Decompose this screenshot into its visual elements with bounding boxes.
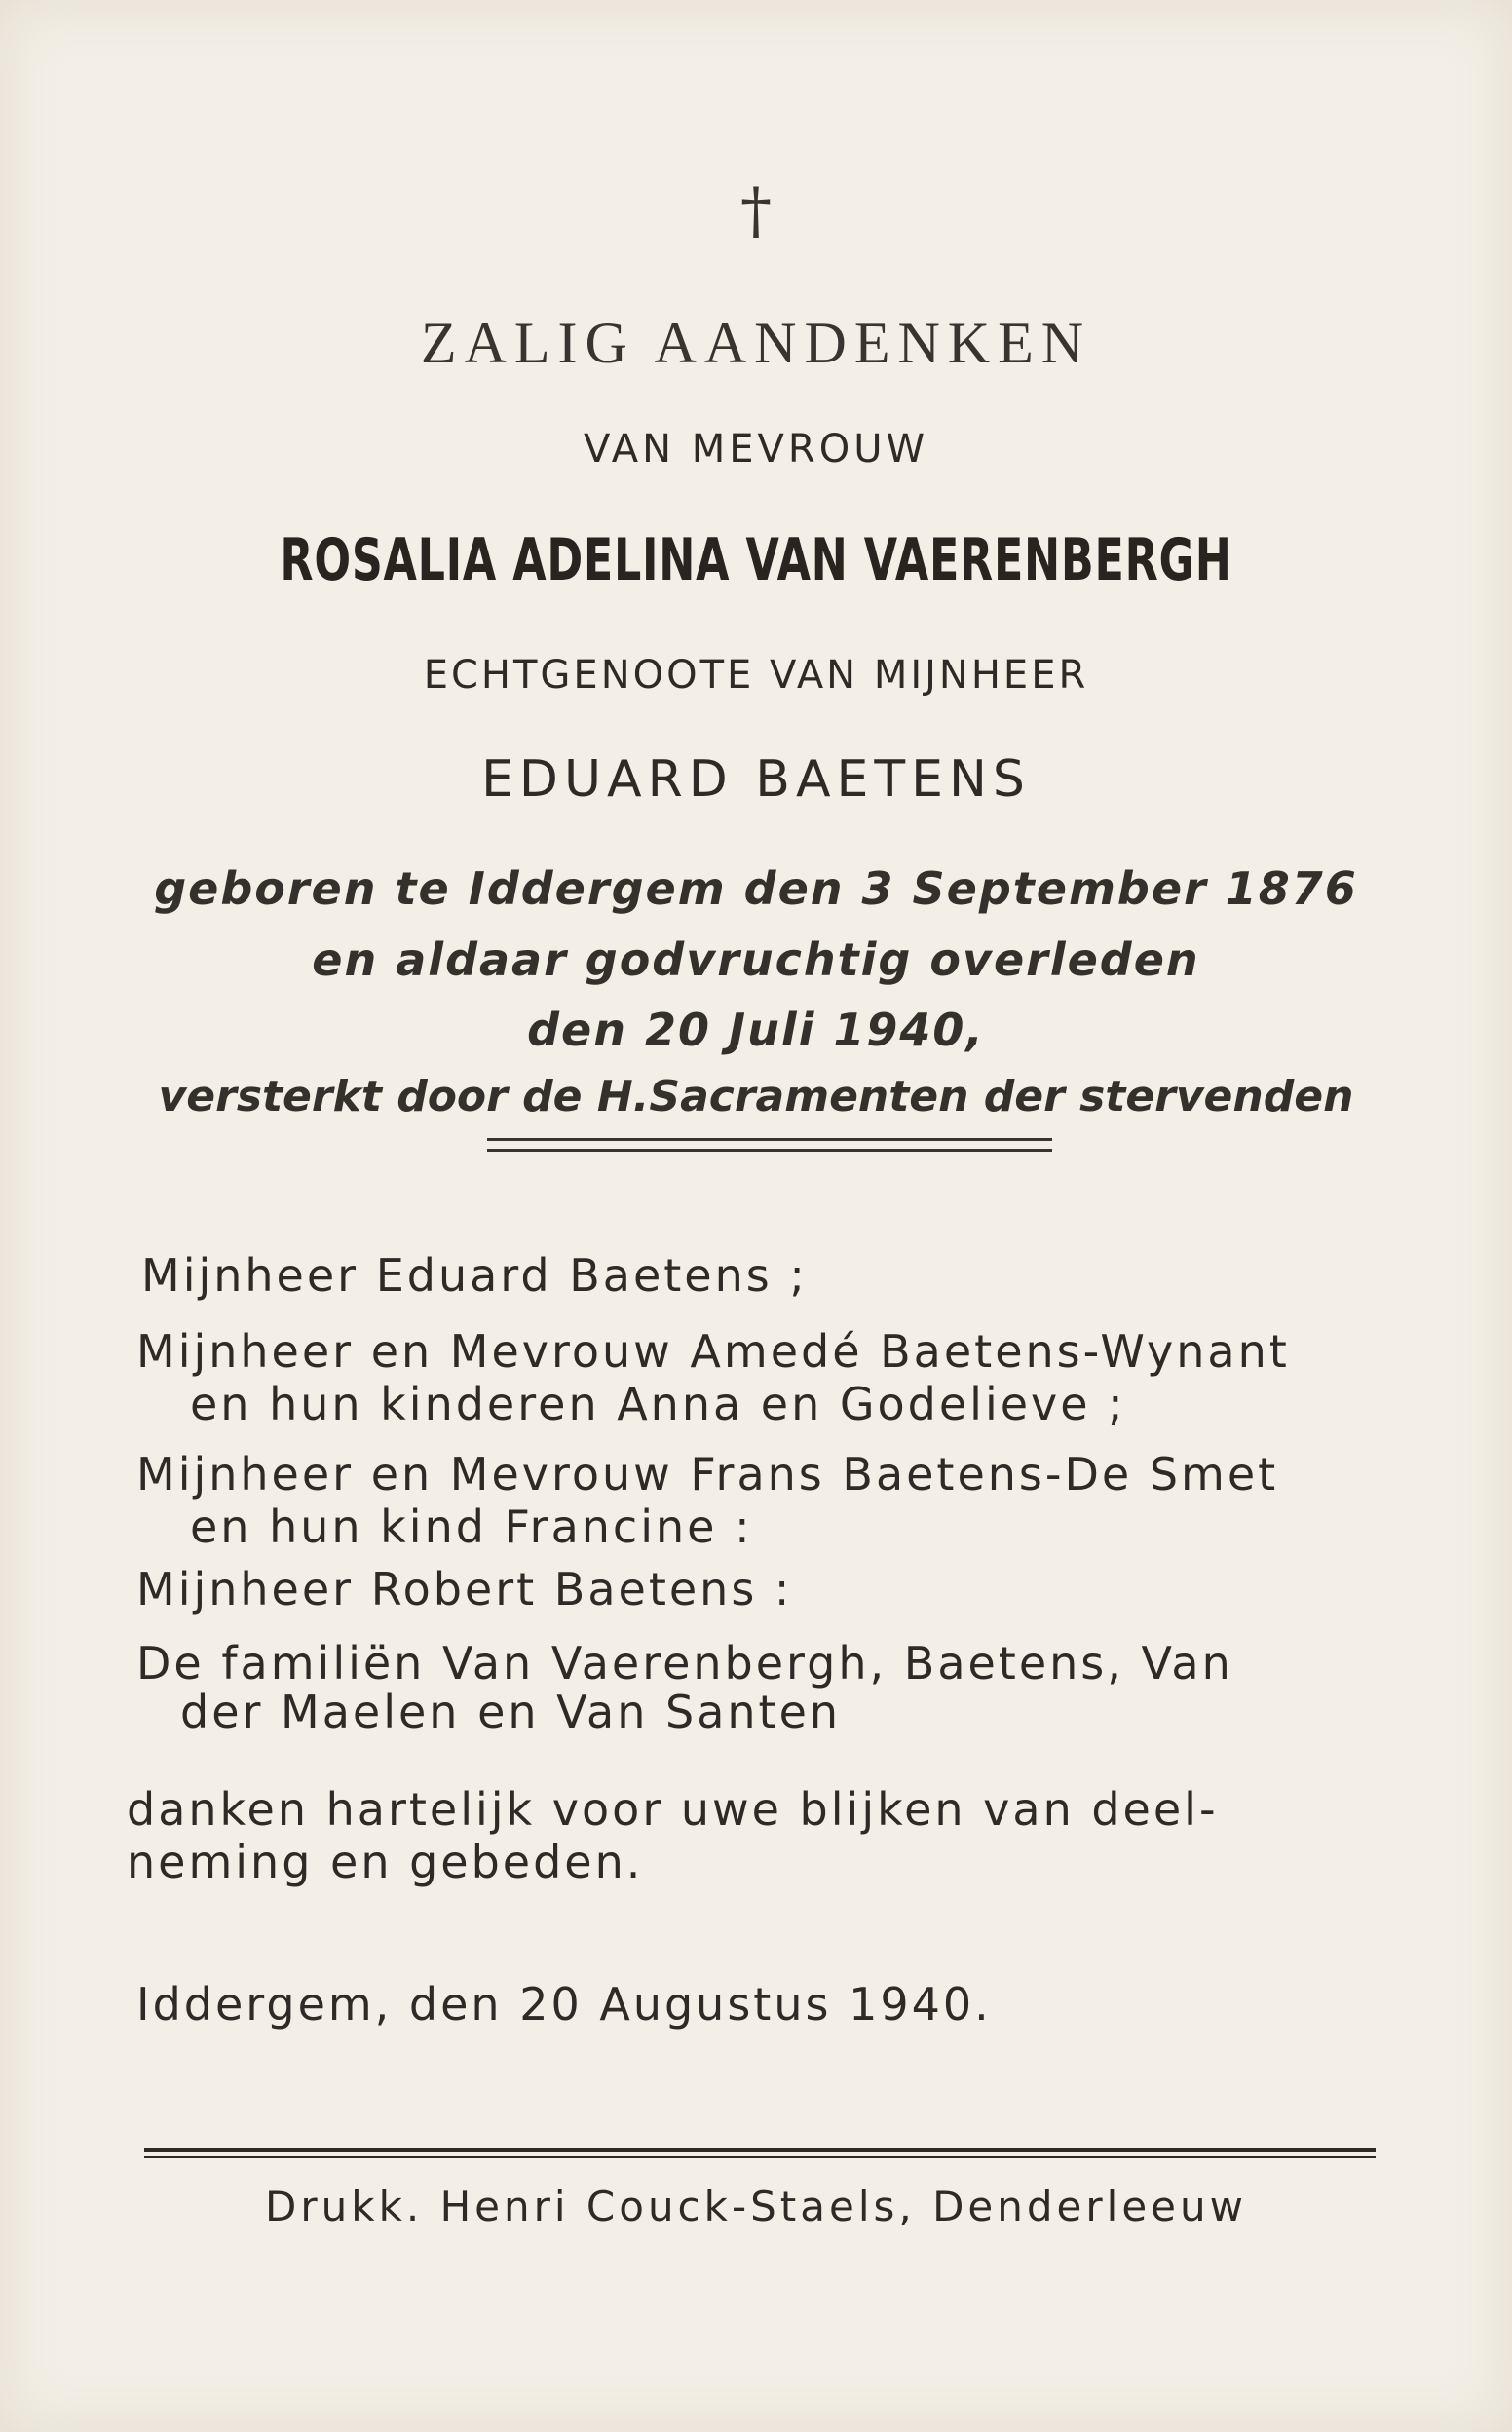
thanks-line: danken hartelijk voor uwe blijken van deel- (127, 1783, 1219, 1836)
family-line: en hun kind Francine : (190, 1501, 753, 1553)
spouse-name: EDUARD BAETENS (481, 750, 1031, 809)
printer-credit: Drukk. Henri Couck-Staels, Denderleeuw (265, 2183, 1247, 2230)
spouse-line: ECHTGENOOTE VAN MIJNHEER (423, 653, 1089, 698)
thanks-line: neming en gebeden. (127, 1836, 644, 1888)
place-date: Iddergem, den 20 Augustus 1940. (136, 1978, 992, 2031)
ornamental-divider (487, 1138, 1052, 1152)
cross-icon: † (740, 175, 772, 247)
deceased-name: ROSALIA ADELINA VAN VAERENBERGH (280, 526, 1232, 594)
bottom-divider (144, 2148, 1376, 2158)
family-line: Mijnheer Eduard Baetens ; (141, 1249, 808, 1302)
death-line: en aldaar godvruchtig overleden (312, 933, 1200, 986)
family-line: Mijnheer en Mevrouw Amedé Baetens-Wynant (136, 1325, 1290, 1378)
card-title: ZALIG AANDENKEN (420, 311, 1092, 375)
sacraments-line: versterkt door de H.Sacramenten der stervenden (158, 1072, 1354, 1121)
death-date-line: den 20 Juli 1940, (527, 1004, 985, 1056)
birth-line: geboren te Iddergem den 3 September 1876 (154, 862, 1358, 915)
family-line: Mijnheer Robert Baetens : (136, 1563, 793, 1615)
family-line: der Maelen en Van Santen (180, 1686, 842, 1738)
van-mevrouw-line: VAN MEVROUW (583, 427, 929, 472)
family-line: Mijnheer en Mevrouw Frans Baetens-De Smet (136, 1448, 1279, 1501)
family-line: De familiën Van Vaerenbergh, Baetens, Van (136, 1637, 1233, 1690)
family-line: en hun kinderen Anna en Godelieve ; (190, 1378, 1126, 1430)
